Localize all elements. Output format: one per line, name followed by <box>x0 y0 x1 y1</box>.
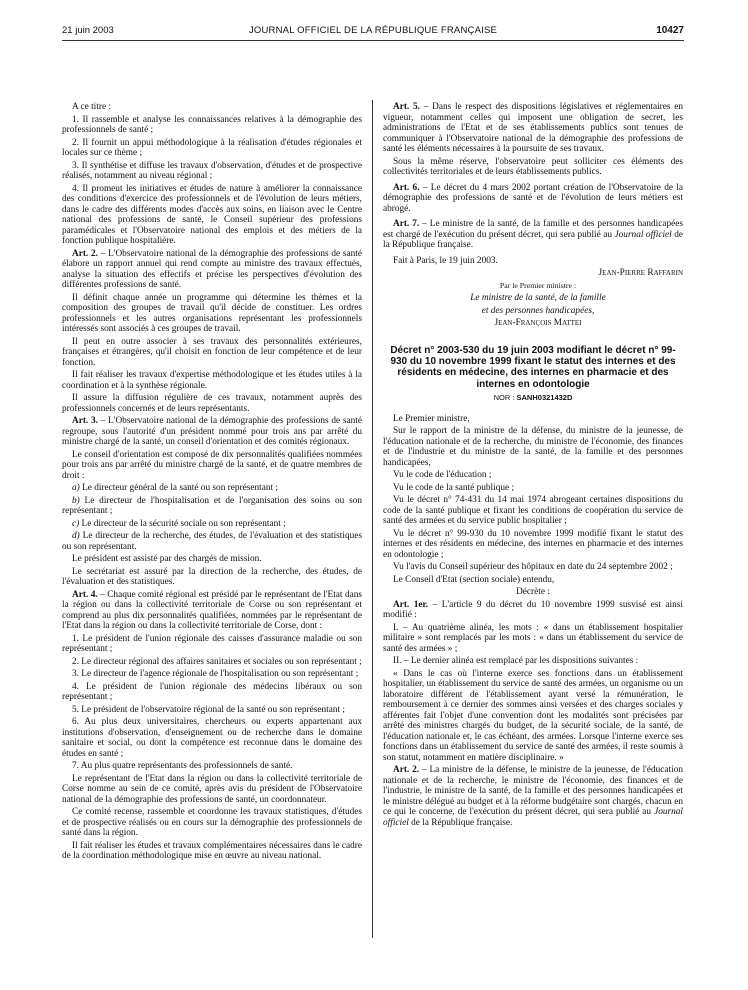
art1-quote: « Dans le cas où l'interne exerce ses fonctions dans un établissement hospitalier, un établissement du service de santé des armées, un organisme ou un laboratoire différent de l'établissement ayant versé la rémunération, le remboursement à ce dernier des sommes ainsi versées et des charges sociales y afférentes fait l'objet d'une convention dont les modalités sont précisées par arrêté des ministres chargés du budget, de la sécurité sociale, de la santé, de l'éducation nationale et, le cas échéant, des armées. Lorsque l'interne exerce ses fonctions dans un établissement du service de santé des armées, il reste soumis à son statut, notamment en matière disciplinaire. » <box>383 668 683 763</box>
visa-paragraph: Sur le rapport de la ministre de la défense, du ministre de la jeunesse, de l'éducation nationale et de la recherche, du ministre de l'économie, des finances et de l'industrie et du ministre de la santé, de la famille et des personnes handicapées, <box>383 426 683 468</box>
decrete: Décrète : <box>516 587 550 598</box>
nor-code: SANH0321432D <box>516 393 573 403</box>
body-paragraph <box>62 138 362 159</box>
list-label: a) <box>72 483 80 493</box>
visa-paragraph: Vu le décret n° 74-431 du 14 mai 1974 abrogeant certaines dispositions du code de la santé publique et fixant les conditions de coopération du service de santé des armées et du service public hospitalier ; <box>383 495 683 527</box>
article-label: Art. 2. <box>72 248 98 259</box>
header-rule <box>62 40 684 41</box>
visa-paragraph: Vu le décret n° 99-930 du 10 novembre 1999 modifié fixant le statut des internes et des résidents en médecine, des internes en pharmacie et des internes en odontologie ; <box>383 528 683 560</box>
article-text-end: de la République française. <box>383 229 683 250</box>
body-paragraph <box>62 337 362 369</box>
paragraph-text: 5. Le président de l'observatoire régional de la santé ou son représentant ; <box>72 704 345 715</box>
paragraph-text: Le conseil d'orientation est composé de dix personnalités qualifiées nommées pour trois ans par arrêté du ministre chargé de la santé, et de quatre membres de droit : <box>62 449 362 481</box>
body-paragraph <box>62 531 362 552</box>
body-paragraph <box>62 554 362 565</box>
decret-title: Décret n° 2003-530 du 19 juin 2003 modifiant le décret n° 99-930 du 10 novembre 1999 fixant le statut des internes et des résidents en médecine, des internes en pharmacie et des internes en odontologie <box>390 344 676 390</box>
paragraph-text: 4. Le président de l'union régionale des médecins libéraux ou son représentant ; <box>62 681 362 702</box>
article-label: Art. 1er. <box>393 599 429 610</box>
article-label: Art. 2. <box>393 765 420 776</box>
visa-paragraph: Le Conseil d'Etat (section sociale) entendu, <box>393 574 555 585</box>
paragraph-text: Le directeur de la recherche, des études, de l'évaluation et des statistiques ou son représentant. <box>62 531 362 552</box>
article-label: Art. 7. <box>393 219 420 229</box>
left-column <box>62 102 362 942</box>
body-paragraph <box>62 682 362 703</box>
art2-paragraph <box>383 765 683 828</box>
body-paragraph <box>62 657 362 668</box>
paragraph-text: A ce titre : <box>72 102 111 112</box>
fait-a-paris: Fait à Paris, le 19 juin 2003. <box>393 255 498 266</box>
paragraph-text: Ce comité recense, rassemble et coordonne les travaux statistiques, d'études et de prospective réalisés ou en cours sur la démographie des professionnels de santé dans la région. <box>62 807 362 838</box>
article-label: Art. 3. <box>72 416 98 426</box>
visa-paragraph: Vu le code de la santé publique ; <box>393 482 515 493</box>
article-label: Art. 4. <box>72 589 98 600</box>
body-paragraph <box>62 807 362 839</box>
art5-paragraph <box>383 102 683 155</box>
article-text: – Le ministre de la santé, de la famille et des personnes handicapées est chargé de l'exécution du présent décret, qui sera publié au <box>383 219 683 240</box>
body-paragraph <box>62 496 362 517</box>
paragraph-text: Il définit chaque année un programme qui détermine les thèmes et la composition des groupes de travail qu'il décide de constituer. Les ordres professionnels et les autres organisations représentant les professionnels intéressés sont associés à ces groupes de travail. <box>62 292 362 334</box>
minister-title-line2: et des personnes handicapées, <box>481 305 595 316</box>
paragraph-text: Le directeur général de la santé ou son représentant ; <box>79 483 278 493</box>
paragraph-text: Le secrétariat est assuré par la direction de la recherche, des études, de l'évaluation et des statistiques. <box>62 566 362 587</box>
nor-reference <box>383 393 683 404</box>
visa-paragraph: Vu l'avis du Conseil supérieur des hôpitaux en date du 24 septembre 2002 ; <box>393 562 673 573</box>
body-paragraph <box>62 102 362 113</box>
paragraph-text: 6. Au plus deux universitaires, chercheurs ou experts appartenant aux institutions d'observation, d'enseignement ou de recherche dans le domaine sanitaire et social, ou dont la compétence est reconnue dans le domaine des études en santé ; <box>62 717 362 759</box>
page-header <box>62 22 684 38</box>
art5-continuation: Sous la même réserve, l'observatoire peut solliciter ces éléments des collectivités territoriales et de leurs établissements publics. <box>383 156 683 177</box>
art1-item-I: I. – Au quatrième alinéa, les mots : « dans un établissement hospitalier militaire » sont remplacés par les mots : « dans un établissement du service de santé des armées » ; <box>383 622 683 654</box>
body-paragraph <box>62 483 362 494</box>
paragraph-text: – L'Observatoire national de la démographie des professions de santé élabore un rapport annuel qui rend compte au ministre des travaux effectués, analyse la situation des effectifs et précise les perspectives d'évolution des différentes professions de santé. <box>62 248 362 290</box>
article-text-end: de la République française. <box>408 817 513 828</box>
body-paragraph <box>62 393 362 414</box>
body-paragraph <box>62 450 362 482</box>
art6-paragraph <box>383 183 683 215</box>
paragraph-text: Il fait réaliser les travaux d'expertise méthodologique et les études utiles à la coordination et à la synthèse régionale. <box>62 370 362 391</box>
article-paragraph <box>62 590 362 632</box>
body-paragraph <box>62 705 362 716</box>
body-paragraph <box>62 370 362 391</box>
art1-paragraph <box>383 600 683 621</box>
body-paragraph <box>62 567 362 588</box>
paragraph-text: 4. Il promeut les initiatives et études de nature à améliorer la connaissance des conditions d'exercice des professionnels et de l'évolution de leurs métiers, dans le cadre des différents modes d'accès aux soins, en liaison avec le Centre national des professions de santé, le Conseil supérieur des professions paramédicales et l'Observatoire national des emplois et des métiers de la fonction publique hospitalière. <box>62 183 362 246</box>
paragraph-text: Le directeur de l'hospitalisation et de l'organisation des soins ou son représentant ; <box>62 495 362 516</box>
journal-officiel-italic: Journal officiel <box>614 229 672 240</box>
paragraph-text: Le représentant de l'Etat dans la région ou dans la collectivité territoriale de Corse nomme au sein de ce comité, après avis du président de l'Observatoire national de la démographie des professions de santé, un coordonnateur. <box>62 773 362 805</box>
journal-officiel-italic: Journal officiel <box>383 807 683 828</box>
header-date: 21 juin 2003 <box>62 25 114 36</box>
body-paragraph <box>62 717 362 759</box>
visa-paragraph: Vu le code de l'éducation ; <box>393 470 492 481</box>
paragraph-text: 1. Il rassemble et analyse les connaissances relatives à la démographie des professionnels de santé ; <box>62 114 362 135</box>
paragraph-text: Le président est assisté par des chargés de mission. <box>72 554 262 564</box>
article-paragraph <box>62 416 362 448</box>
paragraph-text: Il assure la diffusion régulière de ces travaux, notamment auprès des professionnels concernés et de leurs représentants. <box>62 393 362 414</box>
header-journal-title: JOURNAL OFFICIEL DE LA RÉPUBLIQUE FRANÇAISE <box>248 25 498 36</box>
body-paragraph <box>62 184 362 247</box>
body-paragraph <box>62 161 362 182</box>
paragraph-text: Il peut en outre associer à ses travaux des personnalités extérieures, françaises et étrangères, qu'il choisit en fonction de leur compétence et de leur fonction. <box>62 336 362 368</box>
paragraph-text: 3. Le directeur de l'agence régionale de l'hospitalisation ou son représentant ; <box>72 669 359 679</box>
nor-label: NOR : <box>493 393 517 403</box>
article-label: Art. 5. <box>393 102 420 112</box>
paragraph-text: 2. Le directeur régional des affaires sanitaires et sociales ou son représentant ; <box>72 656 362 667</box>
body-paragraph <box>62 634 362 655</box>
header-page-number: 10427 <box>656 25 684 36</box>
body-paragraph <box>62 774 362 806</box>
article-text: – Le décret du 4 mars 2002 portant création de l'Observatoire de la démographie des professions de santé et de l'évolution de leurs métiers est abrogé. <box>383 182 683 214</box>
signature-prime-minister: Jean-Pierre Raffarin <box>598 268 683 278</box>
body-paragraph <box>62 115 362 136</box>
visa-list <box>383 426 683 585</box>
paragraph-text: Il fait réaliser les études et travaux complémentaires nécessaires dans le cadre de la coordination méthodologique mise en œuvre au niveau national. <box>62 840 362 861</box>
body-paragraph <box>62 669 362 680</box>
article-label: Art. 6. <box>393 182 420 193</box>
body-paragraph <box>62 519 362 530</box>
paragraph-text: 1. Le président de l'union régionale des caisses d'assurance maladie ou son représentant ; <box>62 633 362 654</box>
article-text: – L'article 9 du décret du 10 novembre 1999 susvisé est ainsi modifié : <box>383 599 683 621</box>
paragraph-text: – Chaque comité régional est présidé par le représentant de l'Etat dans la région ou dans la collectivité territoriale de Corse ou son représentant et comprend au plus dix personnalités qualifiées, nommées par le représentant de l'Etat dans la région ou dans la collectivité territoriale de Corse, dont : <box>62 589 362 631</box>
art1-item-II: II. – Le dernier alinéa est remplacé par les dispositions suivantes : <box>393 656 639 667</box>
le-premier-ministre: Le Premier ministre, <box>393 413 470 424</box>
paragraph-text: 7. Au plus quatre représentants des professionnels de santé. <box>72 761 293 771</box>
paragraph-text: 2. Il fournit un appui méthodologique à la réalisation d'études régionales et locales sur ce thème ; <box>62 137 362 158</box>
list-label: c) <box>72 518 80 529</box>
list-label: d) <box>72 531 80 541</box>
par-le-premier-ministre: Par le Premier ministre : <box>499 280 577 290</box>
list-label: b) <box>72 495 80 506</box>
article-paragraph <box>62 249 362 291</box>
article-text: – Dans le respect des dispositions législatives et réglementaires en vigueur, notamment celles qui imposent une obligation de secret, les administrations de l'Etat et de ses établissements publics sont tenues de communiquer à l'Observatoire national de la démographie des professions de santé les éléments nécessaires à la poursuite de ses travaux. <box>383 102 683 154</box>
article-text: – La ministre de la défense, le ministre de la jeunesse, de l'éducation nationale et de la recherche, le ministre de l'économie, des finances et de l'industrie, le ministre de la santé, de la famille et des personnes handicapées et le ministre délégué au budget et à la réforme budgétaire sont chargés, chacun en ce qui le concerne, de l'exécution du présent décret, qui sera publié au <box>383 765 683 818</box>
minister-title-line1: Le ministre de la santé, de la famille <box>470 293 606 303</box>
paragraph-text: Le directeur de la sécurité sociale ou son représentant ; <box>79 518 286 529</box>
right-column <box>383 102 683 942</box>
art7-paragraph <box>383 219 683 251</box>
minister-name: Jean-François Mattei <box>494 318 582 328</box>
column-divider <box>372 100 373 938</box>
paragraph-text: 3. Il synthétise et diffuse les travaux d'observation, d'études et de prospective réalisés, notamment au niveau régional ; <box>62 160 362 181</box>
body-paragraph <box>62 761 362 772</box>
body-paragraph <box>62 293 362 335</box>
body-paragraph <box>62 841 362 862</box>
paragraph-text: – L'Observatoire national de la démographie des professions de santé regroupe, sous l'autorité d'un président nommé pour trois ans par arrêté du ministre chargé de la santé, un conseil d'orientation et des comités régionaux. <box>62 416 362 447</box>
